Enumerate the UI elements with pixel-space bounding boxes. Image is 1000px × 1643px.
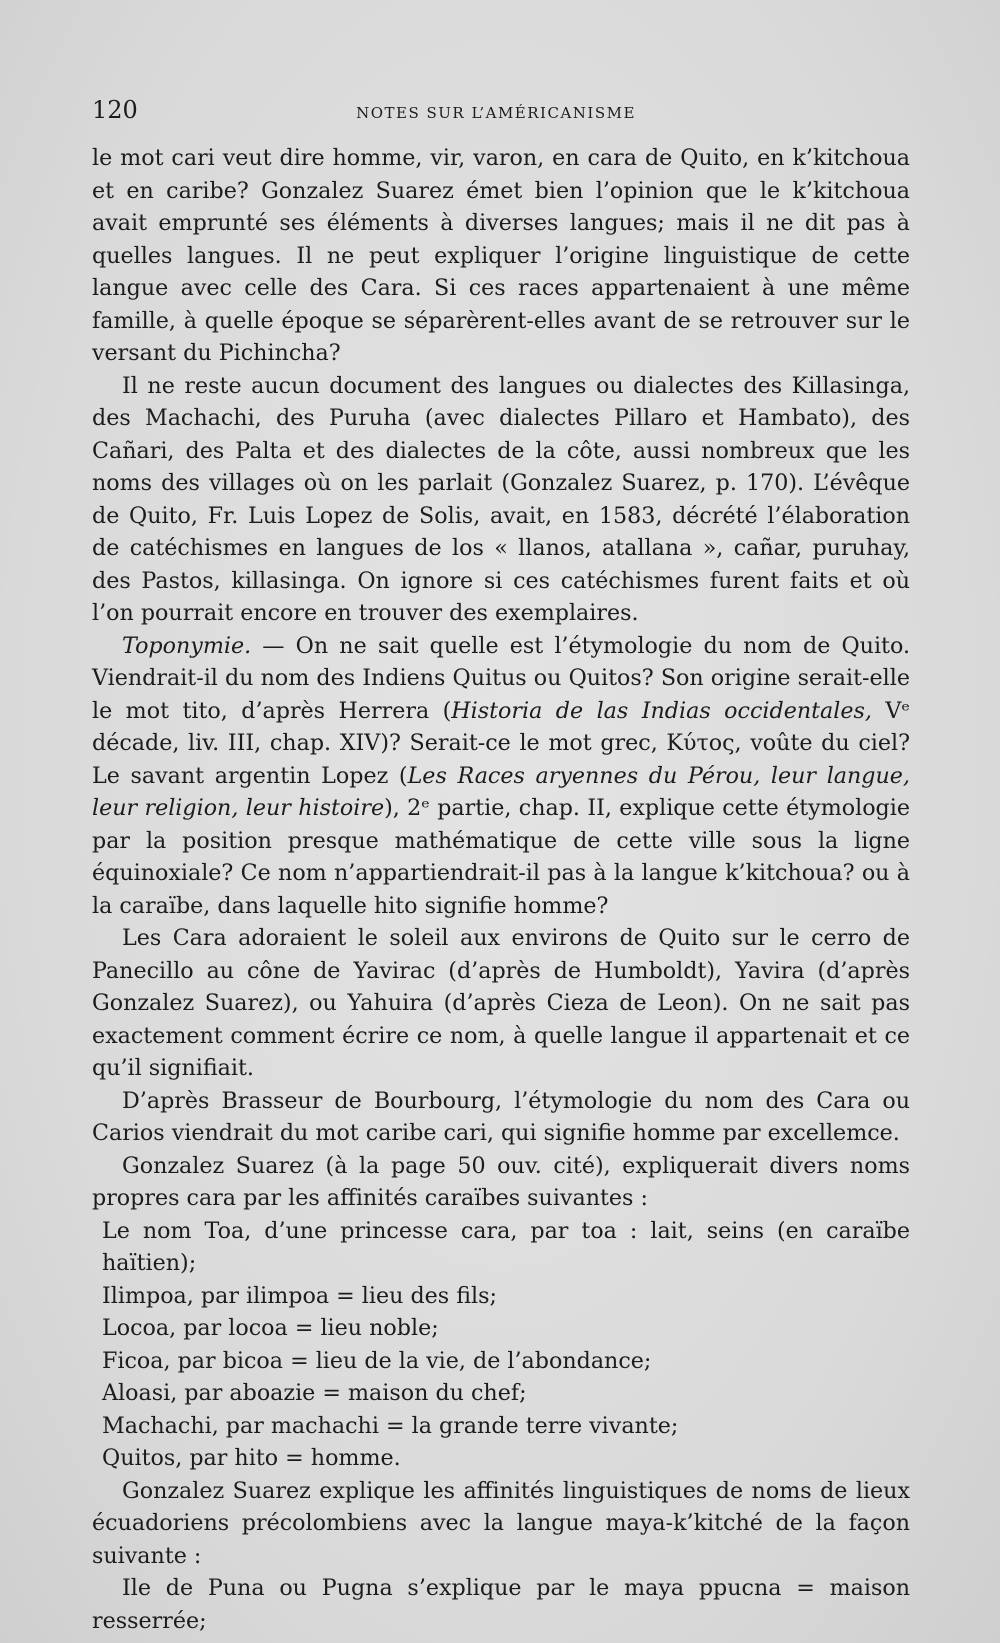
page-number: 120 (92, 96, 138, 124)
paragraph: Gonzalez Suarez (à la page 50 ouv. cité), expliquerait divers noms propres cara par les affinités caraïbes suivantes : (92, 1152, 910, 1211)
running-head: NOTES SUR L’AMÉRICANISME (356, 104, 636, 122)
paragraph: Gonzalez Suarez explique les affinités linguistiques de noms de lieux écuadoriens précolombiens avec la langue maya-k’kitché de la façon suivante : (92, 1477, 910, 1569)
body-text (92, 142, 910, 1637)
list-item: Le nom Toa, d’une princesse cara, par toa : lait, seins (en caraïbe haïtien); (102, 1217, 910, 1276)
list-item: Machachi, par machachi = la grande terre vivante; (102, 1412, 679, 1439)
list-item: Ilimpoa, par ilimpoa = lieu des fils; (102, 1282, 497, 1309)
paragraph-segment: Vᵉ décade, liv. III, chap. XIV)? Serait-ce le mot grec, Κύτος, voûte du ciel? Le savant argentin Lopez ( (92, 697, 910, 789)
list-item: Locoa, par locoa = lieu noble; (102, 1315, 439, 1341)
paragraph-segment: ), 2ᵉ partie, chap. II, explique cette étymologie par la position presque mathématique de cette ville sous la ligne équinoxiale? Ce nom n’appartiendrait-il pas à la langue k’kitchoua? ou à la caraïbe, dans laquelle hito signifie homme? (92, 795, 910, 919)
paragraph: Il ne reste aucun document des langues ou dialectes des Killasinga, des Machachi, des Puruha (avec dialectes Pillaro et Hambato), des Cañari, des Palta et des dialectes de la côte, aussi nombreux que les noms des villages où on les parlait (Gonzalez Suarez, p. 170). L’évêque de Quito, Fr. Luis Lopez de Solis, avait, en 1583, décrété l’élaboration de catéchismes en langues de los « llanos, atallana », cañar, puruhay, des Pastos, killasinga. On ignore si ces catéchismes furent faits et où l’on pourrait encore en trouver des exemplaires. (92, 372, 910, 626)
paragraph: D’après Brasseur de Bourbourg, l’étymologie du nom des Cara ou Carios viendrait du mot caribe cari, qui signifie homme par excellemce. (92, 1087, 910, 1146)
list-item: Ficoa, par bicoa = lieu de la vie, de l’abondance; (102, 1347, 652, 1374)
citation: Les Races aryennes du Pérou, leur langue, leur religion, leur histoire (92, 762, 910, 821)
paragraph-toponymie (92, 630, 910, 923)
page-header (92, 96, 910, 142)
citation: Historia de las Indias occidentales, (451, 697, 872, 724)
section-label: Toponymie. (122, 632, 252, 659)
paragraph: Les Cara adoraient le soleil aux environs de Quito sur le cerro de Panecillo au cône de Yavirac (d’après de Humboldt), Yavira (d’après Gonzalez Suarez), ou Yahuira (d’après Cieza de Leon). On ne sait pas exactement comment écrire ce nom, à quelle langue il appartenait et ce qu’il signifiait. (92, 925, 910, 1081)
paragraph-segment: — On ne sait quelle est l’étymologie du nom de Quito. Viendrait-il du nom des Indiens Quitus ou Quitos? Son origine serait-elle le mot tito, d’après Herrera ( (92, 632, 910, 724)
paragraph: Ile de Puna ou Pugna s’explique par le maya ppucna = maison resserrée; (92, 1575, 910, 1634)
list-item: Quitos, par hito = homme. (102, 1445, 401, 1471)
list-item: Aloasi, par aboazie = maison du chef; (102, 1380, 527, 1406)
paragraph: le mot cari veut dire homme, vir, varon, en cara de Quito, en k’kitchoua et en caribe? Gonzalez Suarez émet bien l’opinion que le k’kitchoua avait emprunté ses éléments à diverses langues; mais il ne dit pas à quelles langues. Il ne peut expliquer l’origine linguistique de cette langue avec celle des Cara. Si ces races appartenaient à une même famille, à quelle époque se séparèrent-elles avant de se retrouver sur le versant du Pichincha? (92, 145, 910, 366)
